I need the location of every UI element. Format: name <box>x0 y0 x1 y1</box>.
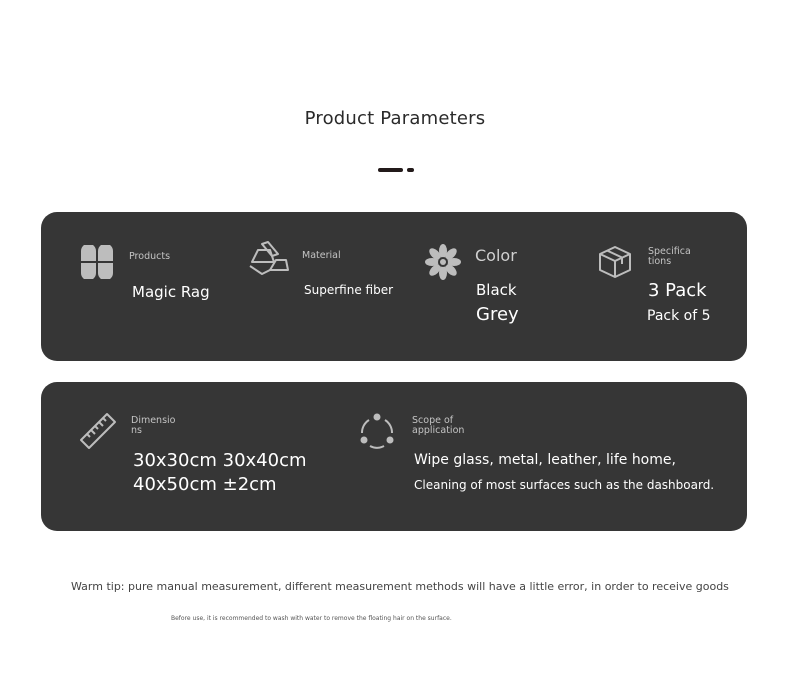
parameters-card-primary <box>41 212 747 361</box>
clover-icon <box>80 245 114 279</box>
specifications-label-line1: Specifica <box>648 246 691 257</box>
specifications-value-pack3: 3 Pack <box>648 280 707 301</box>
title-divider-long <box>378 168 403 172</box>
scope-value-line2: Cleaning of most surfaces such as the dashboard. <box>414 478 715 492</box>
color-value-black: Black <box>476 281 517 299</box>
cycle-icon <box>359 413 395 449</box>
specifications-label-line2: tions <box>648 256 672 267</box>
specifications-value-pack5: Pack of 5 <box>647 308 711 324</box>
flower-icon <box>425 244 461 280</box>
products-label: Products <box>129 251 171 262</box>
scope-label-line2: application <box>412 425 465 436</box>
title-divider-short <box>407 168 414 172</box>
color-label: Color <box>475 246 517 265</box>
material-value: Superfine fiber <box>304 283 394 297</box>
dimensions-label-line2: ns <box>131 425 142 436</box>
scope-label-line1: Scope of <box>412 415 454 426</box>
color-value-grey: Grey <box>476 304 519 325</box>
parameters-card-secondary <box>41 382 747 531</box>
ruler-icon <box>79 412 117 450</box>
material-label: Material <box>302 250 341 261</box>
dimensions-label-line1: Dimensio <box>131 415 176 426</box>
dimensions-value-line1: 30x30cm 30x40cm <box>133 450 307 471</box>
dimensions-value-line2: 40x50cm ±2cm <box>133 474 277 495</box>
products-value: Magic Rag <box>132 283 210 301</box>
warm-tip-text: Warm tip: pure manual measurement, different measurement methods will have a little error, in order to receive goods <box>71 580 729 593</box>
box-icon <box>597 244 633 280</box>
gold-bars-icon <box>248 240 290 276</box>
usage-note-text: Before use, it is recommended to wash with water to remove the floating hair on the surface. <box>171 615 452 622</box>
page-title: Product Parameters <box>304 108 486 129</box>
scope-value-line1: Wipe glass, metal, leather, life home, <box>414 452 676 468</box>
